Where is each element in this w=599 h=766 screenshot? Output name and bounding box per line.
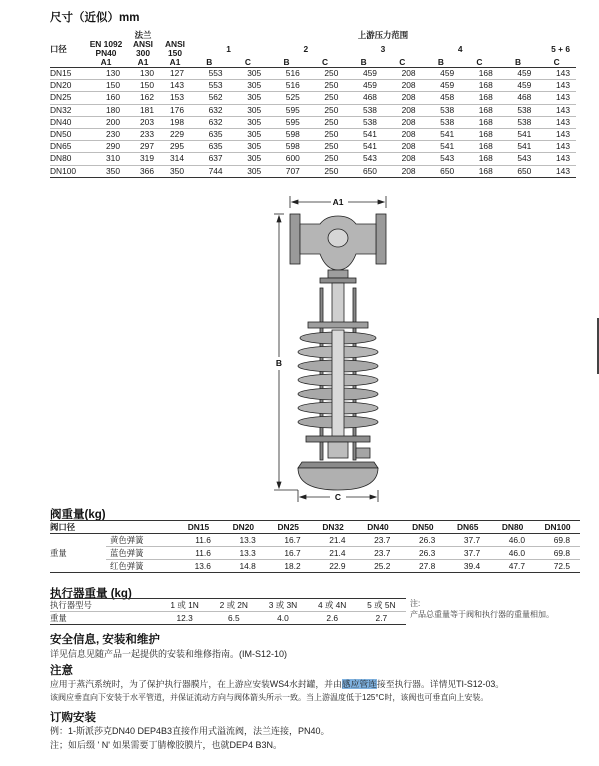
size-cell: DN20 (50, 80, 86, 92)
weight-cell: 21.4 (311, 547, 356, 560)
value-cell: 180 (86, 104, 126, 116)
value-cell: 538 (499, 104, 538, 116)
sub-header: C (399, 57, 406, 67)
value-cell: 516 (267, 80, 306, 92)
value-cell: 305 (229, 153, 268, 165)
value-cell: 543 (344, 153, 383, 165)
value-cell: 541 (499, 141, 538, 153)
safety-title: 安全信息, 安装和维护 (50, 634, 160, 646)
value-cell: 538 (422, 104, 461, 116)
sub-header: C (553, 57, 560, 67)
weight-cell: 26.3 (400, 547, 445, 560)
value-cell: 250 (306, 165, 345, 177)
weight-cell: 13.3 (221, 534, 266, 547)
col-ansi300-header: ANSI 300 A1 (132, 39, 153, 67)
value-cell: 143 (537, 68, 576, 80)
value-cell: 632 (190, 104, 229, 116)
value-cell: 541 (499, 129, 538, 141)
value-cell: 143 (537, 141, 576, 153)
notice-line-1: 应用于蒸汽系统时，为了保护执行器膜片，在上游应安装WS4水封罐，并由感应管连接至执行器。详情见TI-S12-03。 (50, 679, 505, 689)
size-cell: DN15 (50, 68, 86, 80)
spring-label: 蓝色弹簧 (106, 547, 176, 560)
value-cell: 598 (267, 129, 306, 141)
weight-cell: 16.7 (266, 534, 311, 547)
label-b: B (275, 358, 283, 368)
weight-cell: 37.7 (445, 547, 490, 560)
group-header: 5 + 6 (551, 43, 570, 54)
value-cell: 305 (229, 129, 268, 141)
value-cell: 130 (126, 68, 160, 80)
weight-cell: 22.9 (311, 560, 356, 573)
value-cell: 233 (126, 129, 160, 141)
size-header: DN25 (277, 522, 299, 532)
ordering-line-2: 注；如后缀 ' N' 如果需要丁腈橡胶膜片，也就DEP4 B3N。 (50, 740, 282, 750)
value-cell: 208 (383, 80, 422, 92)
weight-cell: 21.4 (311, 534, 356, 547)
size-cell: DN25 (50, 92, 86, 104)
value-cell: 319 (126, 153, 160, 165)
value-cell: 250 (306, 68, 345, 80)
weight-group-label: 重量 (50, 548, 67, 558)
table-row (50, 547, 580, 560)
value-cell: 459 (344, 68, 383, 80)
weight-cell: 37.7 (445, 534, 490, 547)
actuator-weight-label: 重量 (50, 612, 160, 625)
actuator-model: 1 或 1N (160, 599, 209, 612)
value-cell: 250 (306, 80, 345, 92)
value-cell: 143 (537, 104, 576, 116)
group-header: 1 (226, 43, 231, 54)
value-cell: 250 (306, 116, 345, 128)
actuator-weight: 2.7 (357, 612, 406, 625)
value-cell: 162 (126, 92, 160, 104)
value-cell: 305 (229, 92, 268, 104)
table-row (50, 129, 576, 141)
notice-title: 注意 (50, 665, 73, 677)
valve-drawing (262, 192, 410, 504)
value-cell: 650 (422, 165, 461, 177)
value-cell: 143 (537, 92, 576, 104)
weight-cell: 23.7 (356, 547, 401, 560)
value-cell: 297 (126, 141, 160, 153)
weight-cell: 16.7 (266, 547, 311, 560)
actuator-weight: 2.6 (308, 612, 357, 625)
value-cell: 516 (267, 68, 306, 80)
value-cell: 168 (460, 116, 499, 128)
ordering-title: 订购安装 (50, 712, 96, 724)
value-cell: 459 (499, 68, 538, 80)
size-header: DN32 (322, 522, 344, 532)
empty-cell (50, 534, 106, 547)
sub-header: C (322, 57, 329, 67)
weight-cell: 11.6 (176, 547, 221, 560)
value-cell: 305 (229, 141, 268, 153)
value-cell: 541 (422, 129, 461, 141)
actuator-model-label: 执行器型号 (50, 599, 160, 612)
value-cell: 168 (460, 80, 499, 92)
value-cell: 127 (160, 68, 190, 80)
value-cell: 250 (306, 129, 345, 141)
value-cell: 168 (460, 104, 499, 116)
col-size-header: 口径 (50, 43, 67, 54)
table-row (50, 68, 576, 80)
value-cell: 459 (344, 80, 383, 92)
value-cell: 635 (190, 129, 229, 141)
value-cell: 525 (267, 92, 306, 104)
value-cell: 650 (499, 165, 538, 177)
weight-cell: 69.8 (535, 547, 580, 560)
value-cell: 168 (460, 92, 499, 104)
table-row (50, 153, 576, 165)
value-cell: 295 (160, 141, 190, 153)
value-cell: 562 (190, 92, 229, 104)
table-row (50, 141, 576, 153)
value-cell: 153 (160, 92, 190, 104)
value-cell: 250 (306, 141, 345, 153)
value-cell: 637 (190, 153, 229, 165)
pressure-range-header: 上游压力范围 (357, 30, 409, 40)
value-cell: 458 (422, 92, 461, 104)
weight-cell: 69.8 (535, 534, 580, 547)
actuator-weight: 12.3 (160, 612, 209, 625)
value-cell: 538 (344, 104, 383, 116)
actuator-model: 2 或 2N (209, 599, 258, 612)
value-cell: 143 (537, 165, 576, 177)
label-c: C (334, 492, 342, 502)
spring-label: 黄色弹簧 (106, 534, 176, 547)
sub-header: C (476, 57, 483, 67)
value-cell: 305 (229, 80, 268, 92)
sub-header: B (360, 57, 367, 67)
weight-cell: 18.2 (266, 560, 311, 573)
value-cell: 176 (160, 104, 190, 116)
value-cell: 305 (229, 116, 268, 128)
actuator-note-head: 注: (410, 599, 421, 608)
weight-cell: 47.7 (490, 560, 535, 573)
valve-size-header: 阀口径 (50, 522, 76, 532)
size-header: DN40 (367, 522, 389, 532)
value-cell: 143 (537, 80, 576, 92)
value-cell: 198 (160, 116, 190, 128)
value-cell: 168 (460, 153, 499, 165)
value-cell: 208 (383, 141, 422, 153)
size-header: DN50 (412, 522, 434, 532)
value-cell: 208 (383, 153, 422, 165)
value-cell: 305 (229, 68, 268, 80)
empty-cell (50, 560, 106, 573)
value-cell: 290 (86, 141, 126, 153)
size-cell: DN80 (50, 153, 86, 165)
value-cell: 468 (344, 92, 383, 104)
group-header: 4 (457, 43, 463, 54)
table-row (50, 165, 576, 177)
value-cell: 230 (86, 129, 126, 141)
weight-cell: 13.6 (176, 560, 221, 573)
actuator-model: 5 或 5N (357, 599, 406, 612)
weight-cell: 72.5 (535, 560, 580, 573)
value-cell: 160 (86, 92, 126, 104)
weight-cell: 23.7 (356, 534, 401, 547)
value-cell: 143 (537, 153, 576, 165)
value-cell: 553 (190, 68, 229, 80)
actuator-weight-title: 执行器重量 (kg) (50, 588, 132, 600)
ordering-line-1: 例：1-斯派莎克DN40 DEP4B3直接作用式溢流阀，法兰连接，PN40。 (50, 726, 330, 736)
value-cell: 538 (499, 116, 538, 128)
value-cell: 250 (306, 153, 345, 165)
value-cell: 208 (383, 104, 422, 116)
value-cell: 543 (422, 153, 461, 165)
col-flange-header: 法兰 (134, 30, 152, 40)
value-cell: 208 (383, 129, 422, 141)
actuator-model: 4 或 4N (308, 599, 357, 612)
value-cell: 468 (499, 92, 538, 104)
value-cell: 310 (86, 153, 126, 165)
highlighted-text: 感应管连 (341, 679, 377, 689)
value-cell: 250 (306, 104, 345, 116)
value-cell: 250 (306, 92, 345, 104)
value-cell: 143 (537, 129, 576, 141)
value-cell: 541 (344, 141, 383, 153)
table-row (50, 104, 576, 116)
sub-header: B (515, 57, 522, 67)
sub-header: B (437, 57, 444, 67)
value-cell: 200 (86, 116, 126, 128)
size-header: DN15 (187, 522, 210, 532)
label-a1: A1 (332, 197, 344, 207)
group-header: 2 (303, 43, 309, 54)
spring-label: 红色弹簧 (106, 560, 176, 573)
value-cell: 459 (499, 80, 538, 92)
size-cell: DN50 (50, 129, 86, 141)
value-cell: 350 (86, 165, 126, 177)
value-cell: 538 (344, 116, 383, 128)
value-cell: 150 (126, 80, 160, 92)
value-cell: 538 (422, 116, 461, 128)
weight-cell: 25.2 (356, 560, 401, 573)
value-cell: 168 (460, 68, 499, 80)
size-header: DN20 (232, 522, 255, 532)
safety-text: 详见信息见随产品一起提供的安装和维修指南。(IM-S12-10) (50, 649, 288, 659)
actuator-note-text: 产品总重量等于阀和执行器的重量相加。 (410, 610, 554, 619)
actuator-model: 3 或 3N (258, 599, 307, 612)
value-cell: 229 (160, 129, 190, 141)
group-header: 3 (380, 43, 386, 54)
value-cell: 459 (422, 80, 461, 92)
size-cell: DN65 (50, 141, 86, 153)
weight-cell: 11.6 (176, 534, 221, 547)
value-cell: 595 (267, 116, 306, 128)
value-cell: 168 (460, 165, 499, 177)
table-row (50, 116, 576, 128)
value-cell: 541 (422, 141, 461, 153)
weight-cell: 14.8 (221, 560, 266, 573)
value-cell: 130 (86, 68, 126, 80)
col-ansi150-header: ANSI 150 A1 (164, 39, 185, 67)
value-cell: 150 (86, 80, 126, 92)
value-cell: 168 (460, 141, 499, 153)
weight-cell: 27.8 (400, 560, 445, 573)
value-cell: 208 (383, 165, 422, 177)
value-cell: 595 (267, 104, 306, 116)
sub-header: B (283, 57, 290, 67)
actuator-weight-table (50, 598, 406, 625)
table-row (50, 560, 580, 573)
dimensions-title: 尺寸（近似）mm (50, 12, 140, 24)
actuator-weight: 4.0 (258, 612, 307, 625)
value-cell: 541 (344, 129, 383, 141)
value-cell: 632 (190, 116, 229, 128)
size-header: DN80 (501, 522, 524, 532)
table-row (50, 534, 580, 547)
weight-cell: 13.3 (221, 547, 266, 560)
value-cell: 181 (126, 104, 160, 116)
value-cell: 459 (422, 68, 461, 80)
value-cell: 208 (383, 116, 422, 128)
value-cell: 143 (537, 116, 576, 128)
valve-weight-table (50, 520, 580, 573)
notice-line-2: 该阀应垂直向下安装于水平管道，并保证流动方向与阀体箭头所示一致。当上游温度低于125°C时，该阀也可垂直向上安装。 (50, 693, 489, 702)
table-row (50, 92, 576, 104)
dimensions-table (50, 26, 576, 178)
table-row (50, 80, 576, 92)
value-cell: 744 (190, 165, 229, 177)
weight-cell: 46.0 (490, 547, 535, 560)
value-cell: 366 (126, 165, 160, 177)
weight-cell: 26.3 (400, 534, 445, 547)
size-header: DN65 (456, 522, 479, 532)
value-cell: 350 (160, 165, 190, 177)
value-cell: 203 (126, 116, 160, 128)
value-cell: 600 (267, 153, 306, 165)
value-cell: 208 (383, 68, 422, 80)
value-cell: 305 (229, 104, 268, 116)
value-cell: 543 (499, 153, 538, 165)
value-cell: 305 (229, 165, 268, 177)
value-cell: 143 (160, 80, 190, 92)
value-cell: 208 (383, 92, 422, 104)
weight-cell: 46.0 (490, 534, 535, 547)
valve-weight-title: 阀重量(kg) (50, 509, 106, 521)
value-cell: 314 (160, 153, 190, 165)
weight-cell: 39.4 (445, 560, 490, 573)
size-cell: DN100 (50, 165, 86, 177)
sub-header: C (244, 57, 251, 67)
value-cell: 707 (267, 165, 306, 177)
value-cell: 635 (190, 141, 229, 153)
size-cell: DN40 (50, 116, 86, 128)
sub-header: B (206, 57, 213, 67)
size-cell: DN32 (50, 104, 86, 116)
actuator-weight: 6.5 (209, 612, 258, 625)
size-header: DN100 (544, 522, 571, 532)
value-cell: 598 (267, 141, 306, 153)
value-cell: 553 (190, 80, 229, 92)
value-cell: 168 (460, 129, 499, 141)
value-cell: 650 (344, 165, 383, 177)
col-en-header: EN 1092 PN40 A1 (89, 39, 123, 67)
